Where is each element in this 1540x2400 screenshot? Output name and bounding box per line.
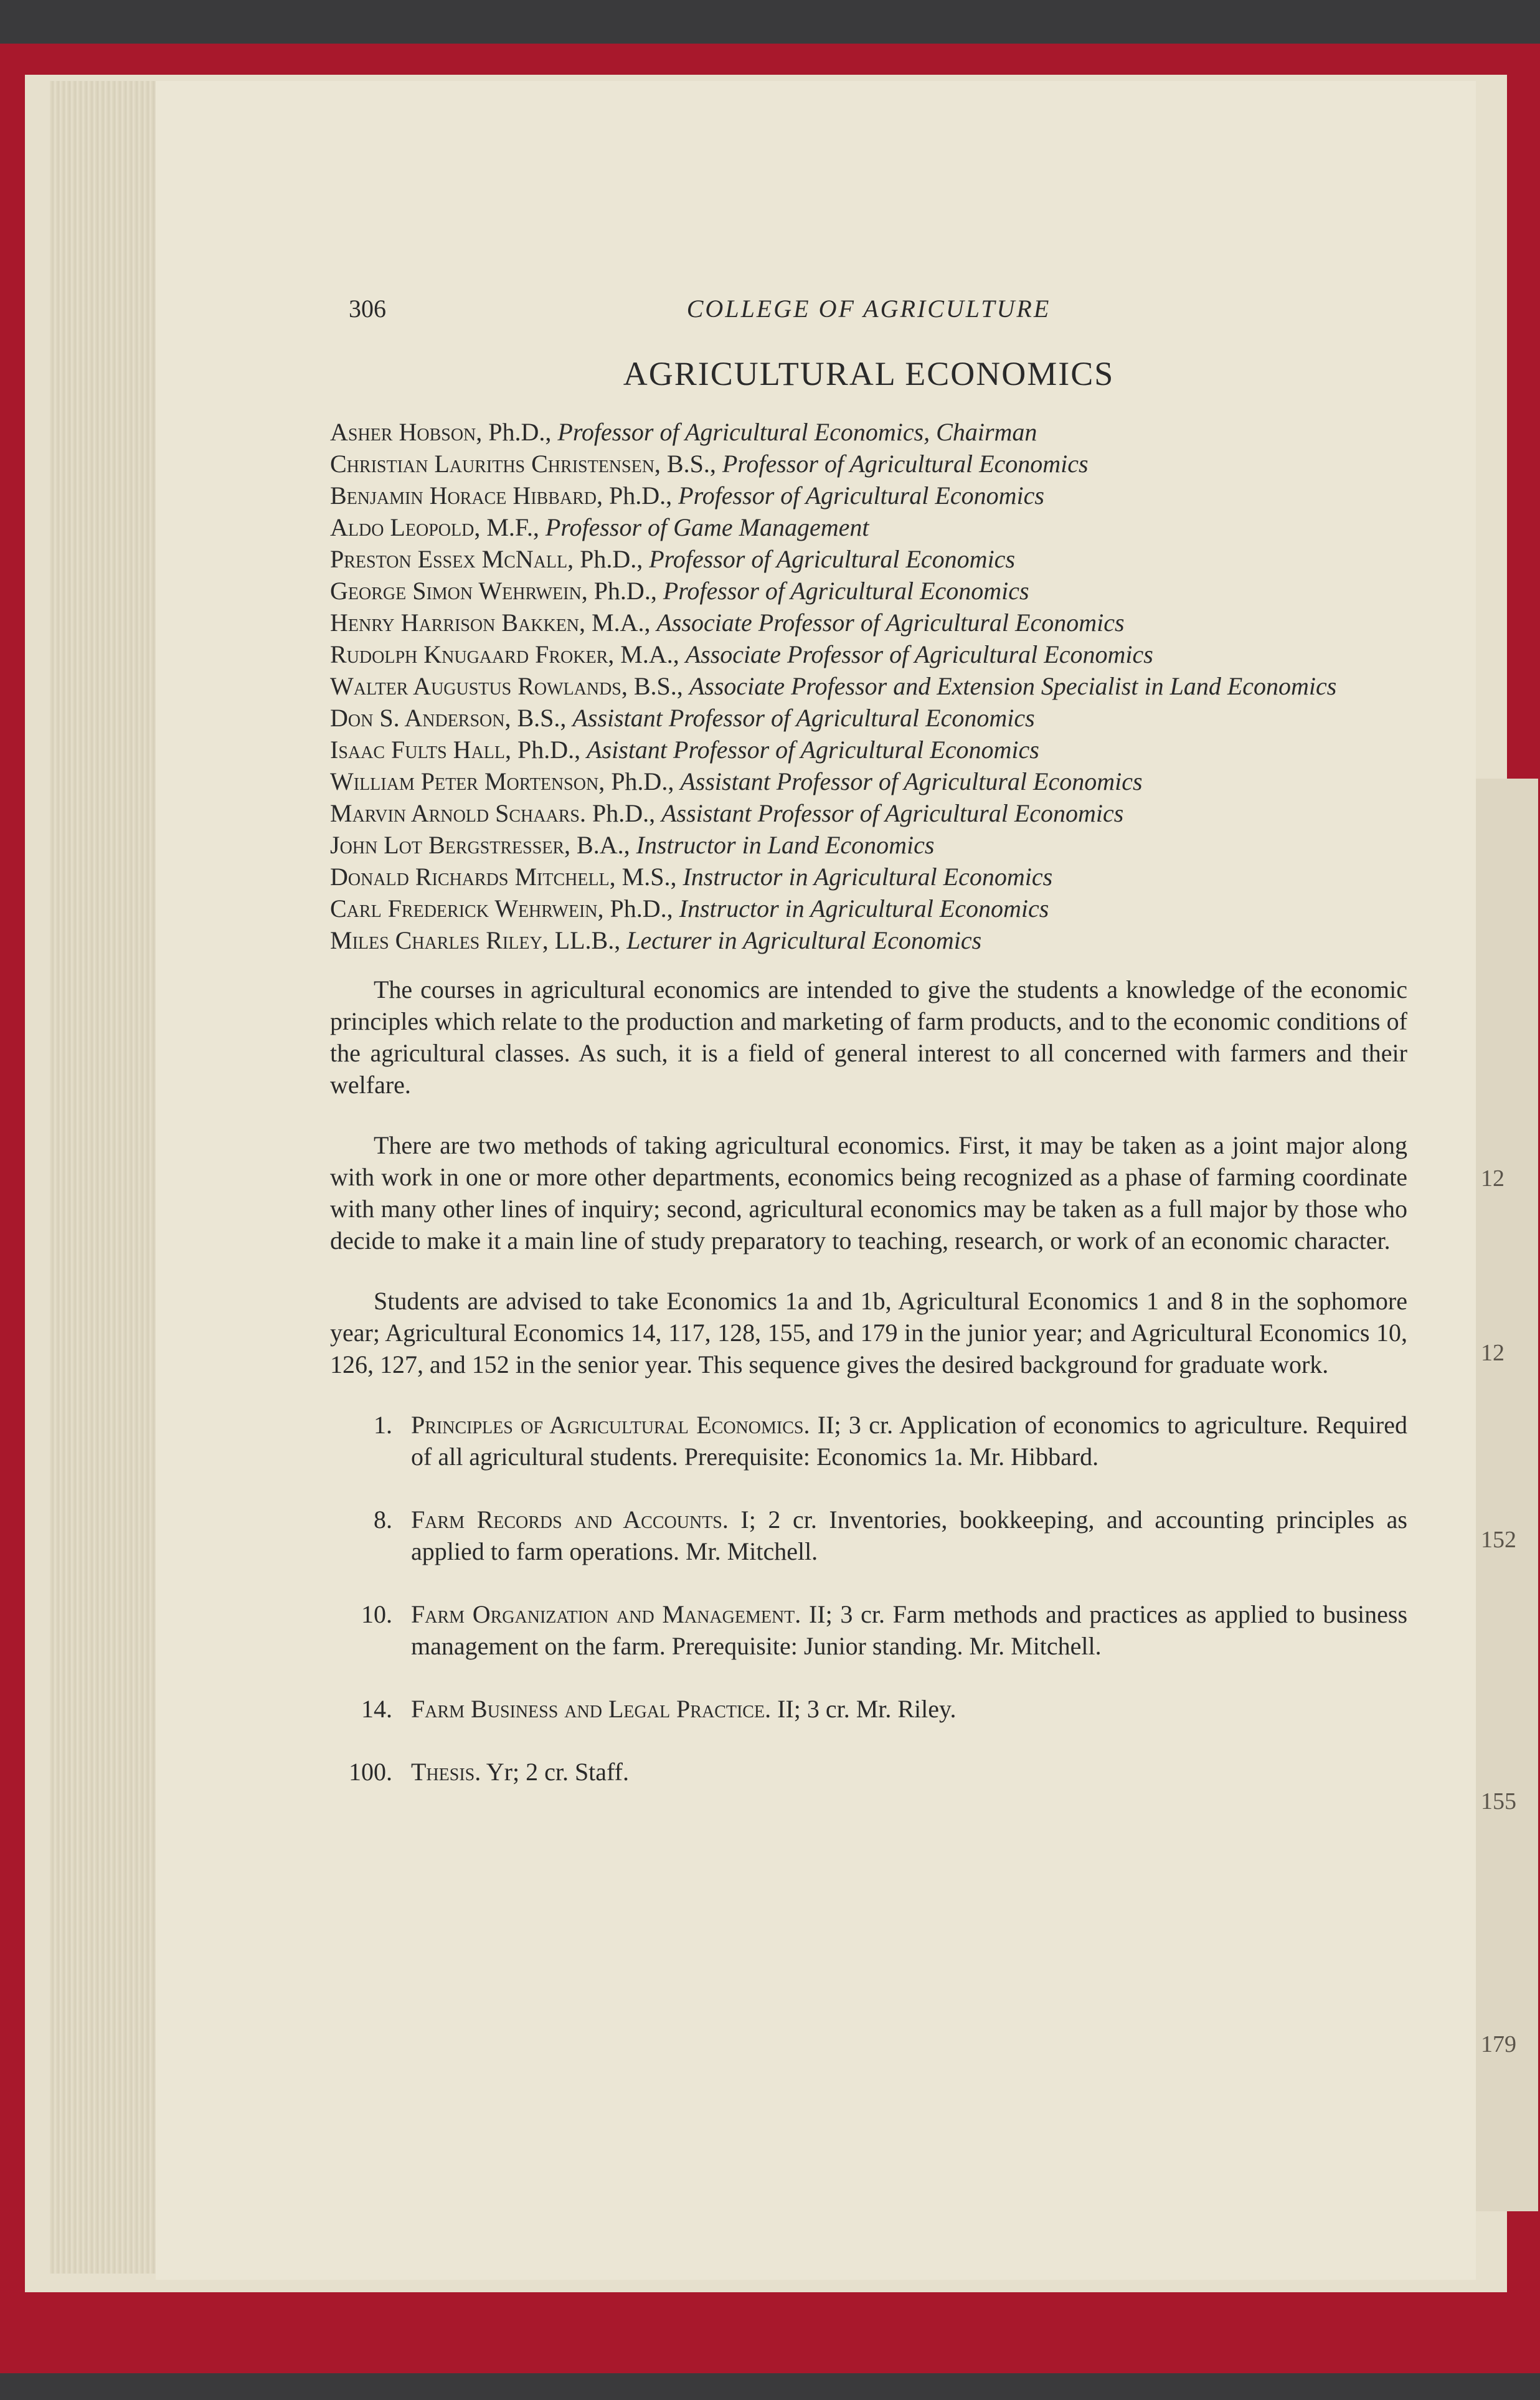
faculty-name: Carl Frederick Wehrwein [330,894,598,923]
page-content [330,274,1407,1819]
faculty-name: Preston Essex McNall [330,545,568,573]
running-title: COLLEGE OF AGRICULTURE [686,295,1051,323]
faculty-name: Asher Hobson [330,418,476,446]
faculty-entry [330,893,1407,924]
faculty-degree: , B.S., [654,450,722,478]
faculty-name: Isaac Fults Hall [330,736,505,764]
paragraph: The courses in agricultural economics are intended to give the students a knowledge of the economic principles which relate to the production and marketing of farm products, and to the economic conditions of the agricultural classes. As such, it is a field of general interest to all concerned with farmers and their welfare. [330,975,1407,1099]
faculty-degree: , M.S., [609,863,683,891]
faculty-entry [330,511,1407,543]
faculty-entry [330,575,1407,607]
bleed-number: 155 [1481,1788,1516,1814]
course-number: 100. [349,1758,392,1786]
running-head [330,274,1407,343]
faculty-entry [330,797,1407,829]
faculty-entry [330,766,1407,797]
facing-page-edge [1476,779,1538,2211]
faculty-entry [330,543,1407,575]
faculty-entry [330,734,1407,766]
faculty-title: Associate Professor and Extension Specialist in Land Economics [689,672,1337,700]
course-number: 1. [374,1411,392,1439]
faculty-title: Professor of Agricultural Economics [678,481,1044,510]
course-title: Thesis. [411,1758,481,1786]
faculty-title: Professor of Agricultural Economics, Chairman [557,418,1037,446]
faculty-name: Marvin Arnold Schaars [330,799,580,827]
course-title: Farm Organization and Management. [411,1600,801,1628]
faculty-title: Lecturer in Agricultural Economics [626,926,982,954]
faculty-entry [330,638,1407,670]
course-entry [330,1693,1407,1725]
faculty-degree: , LL.B., [542,926,627,954]
faculty-title: Professor of Agricultural Economics [663,577,1029,605]
course-number: 8. [374,1506,392,1534]
faculty-degree: , Ph.D., [505,736,587,764]
course-details: II; 3 cr. Mr. Riley. [771,1695,957,1723]
faculty-degree: , Ph.D., [476,418,558,446]
faculty-title: Associate Professor of Agricultural Economics [685,640,1153,668]
faculty-entry [330,480,1407,511]
intro-text [330,974,1407,1380]
faculty-title: Asistant Professor of Agricultural Economics [587,736,1039,764]
course-title: Farm Business and Legal Practice. [411,1695,772,1723]
faculty-name: John Lot Bergstresser [330,831,565,859]
faculty-entry [330,607,1407,638]
faculty-entry [330,924,1407,956]
bleed-number: 179 [1481,2031,1516,2057]
faculty-entry [330,829,1407,861]
faculty-name: Henry Harrison Bakken [330,609,580,637]
faculty-degree: , M.F., [474,513,546,541]
section-title: AGRICULTURAL ECONOMICS [623,355,1115,392]
faculty-title: Professor of Agricultural Economics [722,450,1089,478]
faculty-title: Assistant Professor of Agricultural Economics [572,704,1035,732]
faculty-title: Instructor in Agricultural Economics [683,863,1053,891]
bleed-number: 12 [1481,1340,1505,1366]
faculty-degree: , B.S., [504,704,573,732]
faculty-name: Don S. Anderson [330,704,505,732]
course-entry [330,1409,1407,1473]
faculty-title: Professor of Game Management [545,513,869,541]
faculty-degree: , B.S., [621,672,689,700]
faculty-title: Instructor in Land Economics [636,831,935,859]
faculty-degree: , M.A., [579,609,657,637]
paragraph: Students are advised to take Economics 1a and 1b, Agricultural Economics 1 and 8 in the sophomore year; Agricultural Economics 14, 117, 128, 155, and 179 in the junior year; and Agricultural Economics 10, 126, 127, and 152 in the senior year. This sequence gives the desired background for graduate work. [330,1287,1407,1378]
faculty-entry [330,702,1407,734]
faculty-name: Christian Lauriths Christensen [330,450,654,478]
faculty-degree: . Ph.D., [579,799,662,827]
page-number: 306 [349,295,386,323]
faculty-name: Aldo Leopold [330,513,475,541]
faculty-degree: , Ph.D., [567,545,650,573]
faculty-name: Miles Charles Riley [330,926,542,954]
faculty-degree: , Ph.D., [581,577,663,605]
faculty-list [330,416,1407,956]
faculty-title: Assistant Professor of Agricultural Economics [661,799,1124,827]
faculty-entry [330,670,1407,702]
bleed-number: 12 [1481,1165,1505,1192]
faculty-entry [330,416,1407,448]
faculty-title: Instructor in Agricultural Economics [679,894,1049,923]
faculty-entry [330,861,1407,893]
course-title: Principles of Agricultural Economics. [411,1411,810,1439]
course-title: Farm Records and Accounts. [411,1506,729,1534]
course-number: 10. [361,1600,392,1628]
faculty-title: Associate Professor of Agricultural Economics [656,609,1125,637]
course-entry [330,1598,1407,1662]
faculty-name: Walter Augustus Rowlands [330,672,621,700]
faculty-degree: , B.A., [564,831,636,859]
faculty-title: Assistant Professor of Agricultural Economics [680,767,1143,795]
faculty-name: Rudolph Knugaard Froker [330,640,608,668]
course-entry [330,1504,1407,1567]
bleed-number: 152 [1481,1527,1516,1553]
course-list [330,1409,1407,1788]
page-edge [50,81,156,2274]
faculty-entry [330,448,1407,480]
course-details: II; 3 cr. Farm methods and practices as applied to business management on the farm. Prerequisite: Junior standing. Mr. Mitchell. [411,1600,1408,1660]
faculty-degree: , Ph.D., [597,481,679,510]
faculty-name: George Simon Wehrwein [330,577,582,605]
course-details: Yr; 2 cr. Staff. [481,1758,629,1786]
faculty-degree: , Ph.D., [597,894,679,923]
course-details: I; 2 cr. Inventories, bookkeeping, and accounting principles as applied to farm operations. Mr. Mitchell. [411,1506,1407,1565]
course-details: II; 3 cr. Application of economics to agriculture. Required of all agricultural students. Prerequisite: Economics 1a. Mr. Hibbard. [411,1411,1407,1471]
course-entry [330,1756,1407,1788]
faculty-degree: , Ph.D., [598,767,681,795]
faculty-name: Benjamin Horace Hibbard [330,481,597,510]
faculty-title: Professor of Agricultural Economics [649,545,1016,573]
course-number: 14. [361,1695,392,1723]
faculty-name: Donald Richards Mitchell [330,863,610,891]
paragraph: There are two methods of taking agricultural economics. First, it may be taken as a joint major along with work in one or more other departments, economics being recognized as a phase of farming coordinate with many other lines of inquiry; second, agricultural economics may be taken as a full major by those who decide to make it a main line of study preparatory to teaching, research, or work of an economic character. [330,1131,1407,1255]
faculty-name: William Peter Mortenson [330,767,599,795]
faculty-degree: , M.A., [608,640,686,668]
